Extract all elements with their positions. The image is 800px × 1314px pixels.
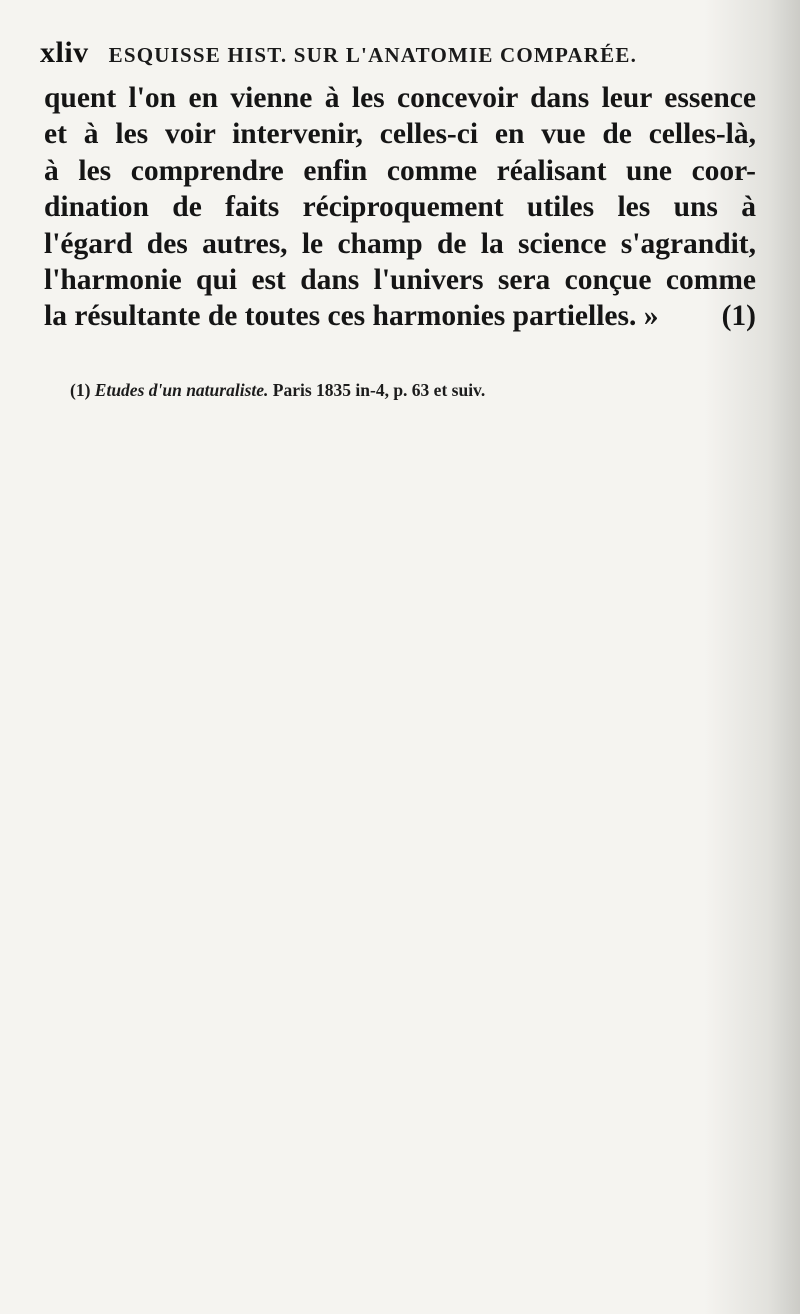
body-paragraph <box>44 80 756 335</box>
footnote-marker: (1) <box>70 380 91 400</box>
text-line-last <box>44 298 756 334</box>
text-line: et à les voir intervenir, celles-ci en vue de celles-là, <box>44 118 756 151</box>
page-number: xliv <box>40 36 89 69</box>
running-head <box>40 36 760 68</box>
footnote-citation: Paris 1835 in-4, p. 63 et suiv. <box>272 380 486 400</box>
text-line: quent l'on en vienne à les concevoir dans leur essence <box>44 82 756 114</box>
text-line: dination de faits réciproquement utiles les uns à <box>44 191 756 224</box>
last-line-text: la résultante de toutes ces harmonies partielles. » <box>44 300 659 333</box>
footnote <box>70 380 485 401</box>
text-line: l'égard des autres, le champ de la science s'agrandit, <box>44 227 756 260</box>
footnote-title: Etudes d'un naturaliste. <box>94 380 269 400</box>
footnote-reference: (1) <box>721 300 756 333</box>
text-line: à les comprendre enfin comme réalisant une coor- <box>44 154 756 187</box>
running-title: ESQUISSE HIST. SUR L'ANATOMIE COMPARÉE. <box>108 43 638 67</box>
show-through-texture <box>0 330 800 1314</box>
text-line: l'harmonie qui est dans l'univers sera conçue comme <box>44 263 756 296</box>
